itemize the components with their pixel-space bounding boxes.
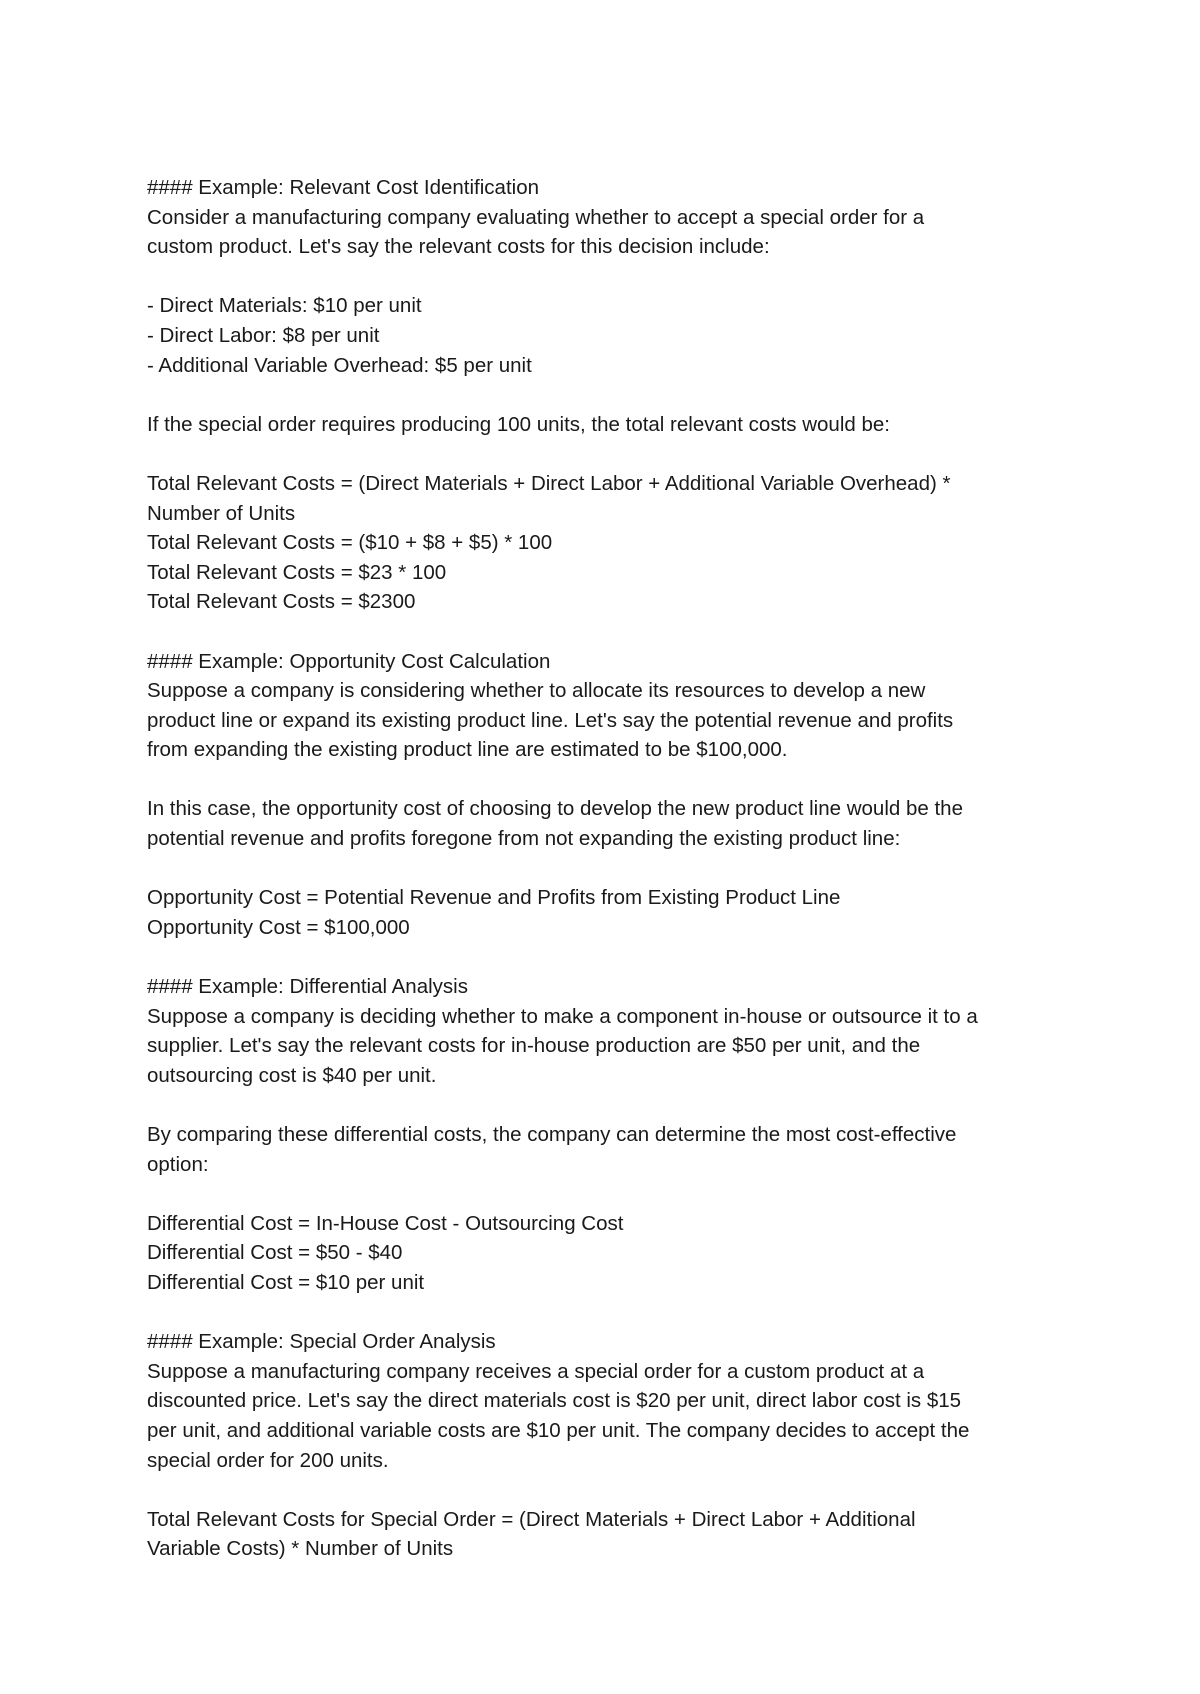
paragraph-line: option: xyxy=(147,1152,209,1176)
formula-line: Variable Costs) * Number of Units xyxy=(147,1537,454,1561)
formula-line: Total Relevant Costs = $2300 xyxy=(147,590,416,614)
paragraph-line: Suppose a manufacturing company receives a special order for a custom product at a xyxy=(147,1359,925,1383)
paragraph-line: In this case, the opportunity cost of choosing to develop the new product line would be the xyxy=(147,797,963,821)
section-opportunity-cost xyxy=(147,647,1077,973)
formula-line: Total Relevant Costs = ($10 + $8 + $5) * 100 xyxy=(147,531,553,555)
paragraph-spacer xyxy=(147,1298,1077,1328)
formula-line: Number of Units xyxy=(147,501,296,525)
section-heading: #### Example: Opportunity Cost Calculation xyxy=(147,649,551,673)
formula-line: Opportunity Cost = Potential Revenue and Profits from Existing Product Line xyxy=(147,886,841,910)
paragraph-line: from expanding the existing product line are estimated to be $100,000. xyxy=(147,738,788,762)
bullet-item: - Direct Labor: $8 per unit xyxy=(147,323,380,347)
formula-line: Differential Cost = $50 - $40 xyxy=(147,1241,403,1265)
paragraph-spacer xyxy=(147,854,1077,884)
section-heading: #### Example: Differential Analysis xyxy=(147,975,468,999)
bullet-item: - Direct Materials: $10 per unit xyxy=(147,294,422,318)
document-body xyxy=(147,173,1077,1564)
paragraph-line: By comparing these differential costs, the company can determine the most cost-effective xyxy=(147,1123,957,1146)
paragraph-spacer xyxy=(147,1179,1077,1209)
formula-line: Differential Cost = In-House Cost - Outsourcing Cost xyxy=(147,1211,624,1235)
section-special-order xyxy=(147,1327,1077,1564)
formula-line: Opportunity Cost = $100,000 xyxy=(147,915,410,939)
paragraph-line: custom product. Let's say the relevant costs for this decision include: xyxy=(147,235,770,259)
paragraph-line: Consider a manufacturing company evaluating whether to accept a special order for a xyxy=(147,205,925,229)
bullet-item: - Additional Variable Overhead: $5 per unit xyxy=(147,353,532,377)
formula-line: Total Relevant Costs = $23 * 100 xyxy=(147,560,447,584)
paragraph-spacer xyxy=(147,380,1077,410)
formula-line: Differential Cost = $10 per unit xyxy=(147,1270,425,1294)
paragraph-line: per unit, and additional variable costs are $10 per unit. The company decides to accept the xyxy=(147,1418,970,1442)
paragraph-line: supplier. Let's say the relevant costs for in-house production are $50 per unit, and the xyxy=(147,1034,921,1058)
formula-line: Total Relevant Costs for Special Order = (Direct Materials + Direct Labor + Additional xyxy=(147,1507,916,1531)
paragraph-line: potential revenue and profits foregone from not expanding the existing product line: xyxy=(147,827,901,851)
paragraph-line: discounted price. Let's say the direct materials cost is $20 per unit, direct labor cost is $15 xyxy=(147,1389,962,1413)
formula-line: Total Relevant Costs = (Direct Materials + Direct Labor + Additional Variable Overhead) * xyxy=(147,471,951,495)
section-differential-analysis xyxy=(147,972,1077,1327)
paragraph-spacer xyxy=(147,942,1077,972)
paragraph-line: outsourcing cost is $40 per unit. xyxy=(147,1063,437,1087)
section-heading: #### Example: Special Order Analysis xyxy=(147,1330,496,1354)
section-heading: #### Example: Relevant Cost Identification xyxy=(147,176,540,199)
paragraph-spacer xyxy=(147,439,1077,469)
paragraph-spacer xyxy=(147,765,1077,795)
paragraph-line: product line or expand its existing product line. Let's say the potential revenue and profits xyxy=(147,708,954,732)
paragraph-spacer xyxy=(147,1475,1077,1505)
paragraph-spacer xyxy=(147,1090,1077,1120)
paragraph-line: Suppose a company is considering whether to allocate its resources to develop a new xyxy=(147,679,926,703)
section-relevant-cost xyxy=(147,173,1077,647)
paragraph-line: special order for 200 units. xyxy=(147,1448,389,1472)
paragraph-spacer xyxy=(147,262,1077,292)
paragraph-line: Suppose a company is deciding whether to make a component in-house or outsource it to a xyxy=(147,1004,978,1028)
paragraph-line: If the special order requires producing 100 units, the total relevant costs would be: xyxy=(147,412,890,436)
paragraph-spacer xyxy=(147,617,1077,647)
